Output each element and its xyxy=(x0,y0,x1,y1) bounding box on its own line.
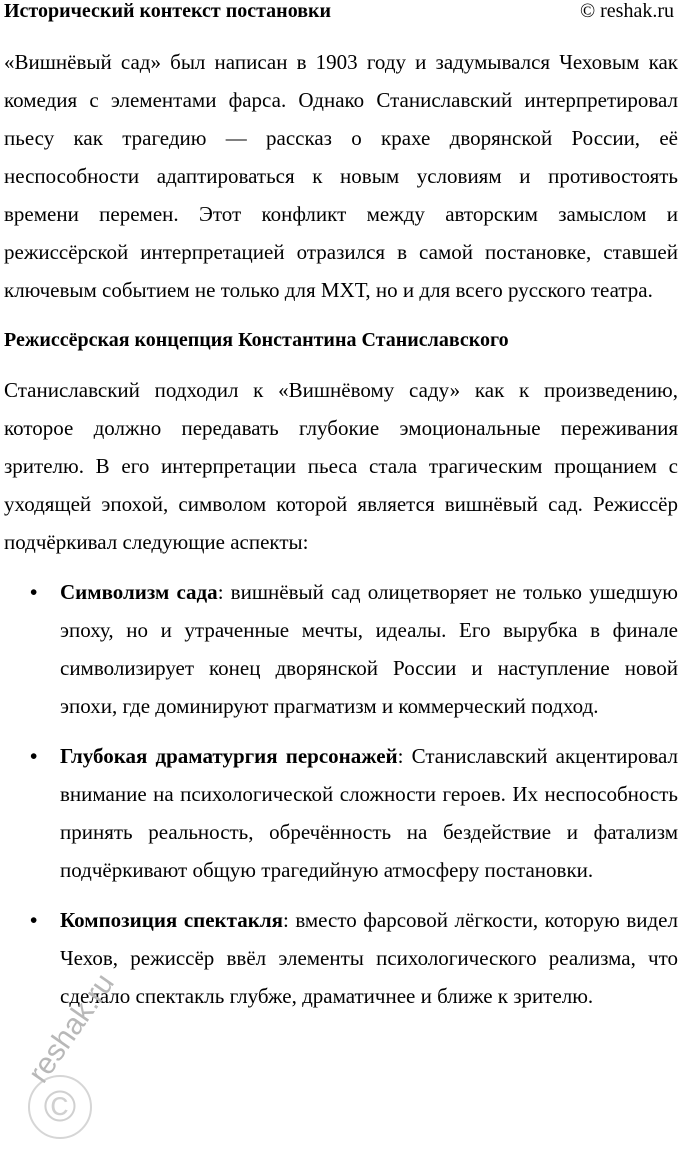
section-heading: Режиссёрская концепция Константина Станиславского xyxy=(4,329,509,351)
copyright-icon: © xyxy=(28,1075,92,1139)
list-item xyxy=(30,737,678,889)
list-item-text: : вместо фарсовой лёгкости, которую видел Чехов, режиссёр ввёл элементы психологического реализма, что сделало спектакль глубже, драматичнее и ближе к зрителю. xyxy=(60,908,678,1008)
document-body xyxy=(4,43,678,1027)
bullet-icon: • xyxy=(30,908,38,932)
aspects-list xyxy=(4,573,678,1015)
list-item-term: Композиция спектакля xyxy=(60,908,283,932)
list-item xyxy=(30,901,678,1015)
page-header xyxy=(4,0,674,30)
list-item-text: : Станиславский акцентировал внимание на психологической сложности героев. Их неспособность принять реальность, обречённость на бездействие и фатализм подчёркивают общую трагедийную атмосферу постановки. xyxy=(60,744,678,882)
bullet-icon: • xyxy=(30,744,38,768)
list-item-term: Глубокая драматургия персонажей xyxy=(60,744,398,768)
concept-paragraph: Станиславский подходил к «Вишнёвому саду» как к произведению, которое должно передавать глубокие эмоциональные переживания зрителю. В его интерпретации пьеса стала трагическим прощанием с уходящей эпохой, символом которой является вишнёвый сад. Режиссёр подчёркивал следующие аспекты: xyxy=(4,378,678,554)
list-item xyxy=(30,573,678,725)
watermark-text: reshak.ru xyxy=(22,967,121,1089)
section-title: Исторический контекст постановки xyxy=(4,0,332,22)
bullet-icon: • xyxy=(30,580,38,604)
list-item-text: : вишнёвый сад олицетворяет не только ушедшую эпоху, но и утраченные мечты, идеалы. Его вырубка в финале символизирует конец дворянской России и наступление новой эпохи, где доминируют прагматизм и коммерческий подход. xyxy=(60,580,678,718)
historical-context-paragraph: «Вишнёвый сад» был написан в 1903 году и задумывался Чеховым как комедия с элементами фарса. Однако Станиславский интерпретировал пьесу как трагедию — рассказ о крахе дворянской России, её неспособности адаптироваться к новым условиям и противостоять времени перемен. Этот конфликт между авторским замыслом и режиссёрской интерпретацией отразился в самой постановке, ставшей ключевым событием не только для МХТ, но и для всего русского театра. xyxy=(4,50,678,302)
copyright-label: © reshak.ru xyxy=(579,0,674,22)
list-item-term: Символизм сада xyxy=(60,580,218,604)
